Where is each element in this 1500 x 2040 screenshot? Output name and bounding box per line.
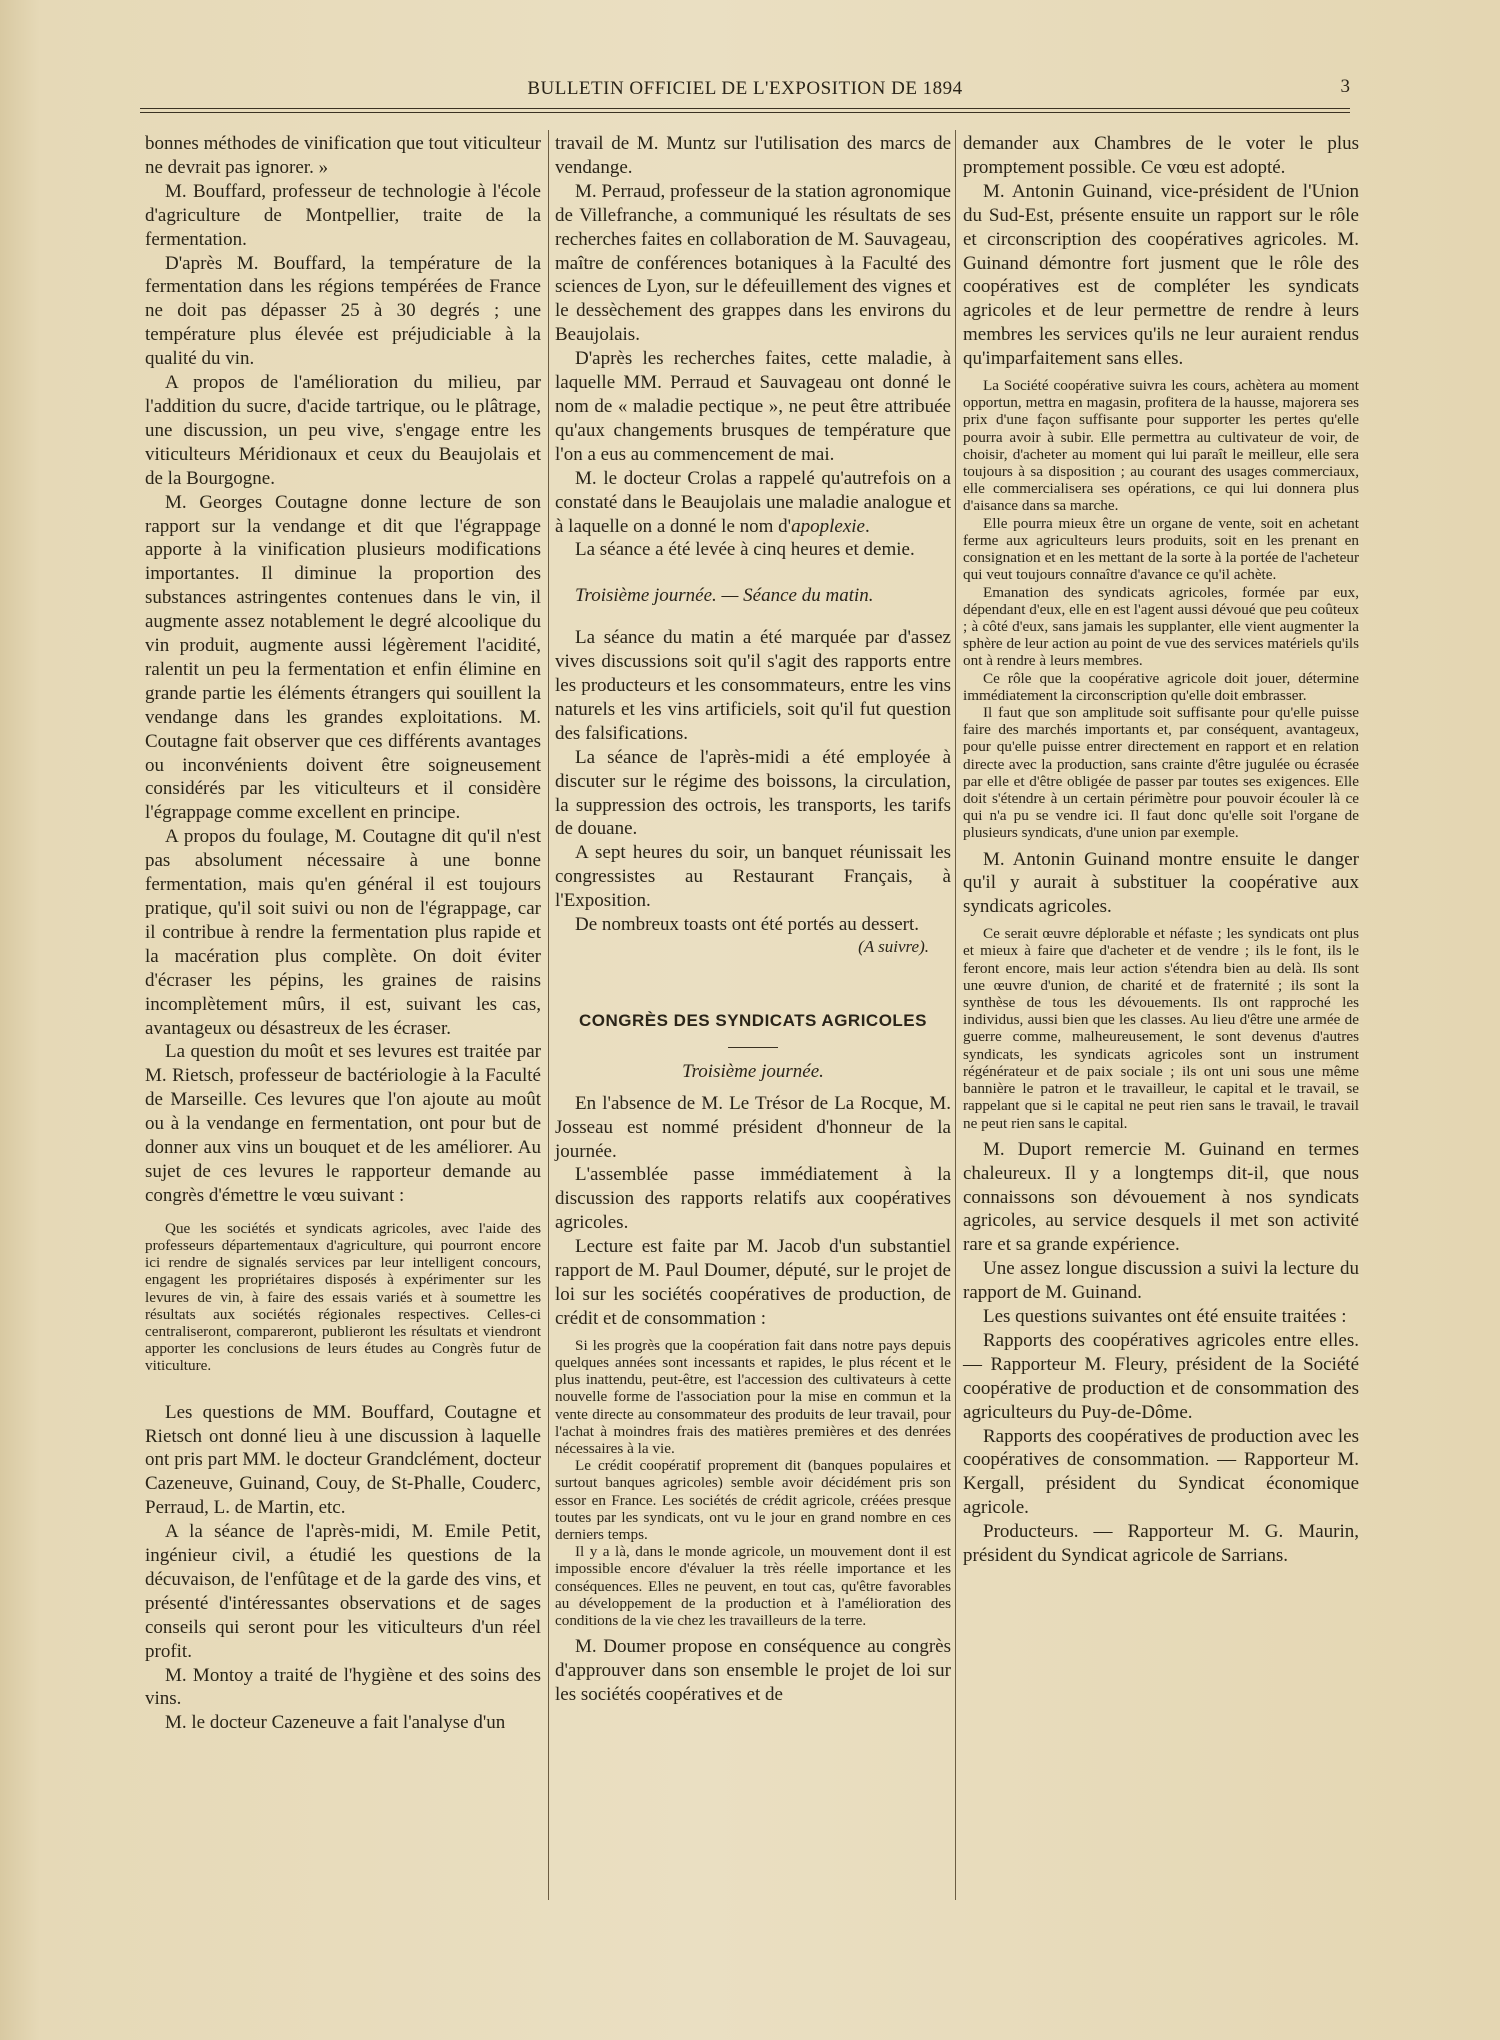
- publication-title: BULLETIN OFFICIEL DE L'EXPOSITION DE 1894: [527, 78, 963, 99]
- paragraph: M. Antonin Guinand, vice-président de l'Union du Sud-Est, présente ensuite un rapport sur le rôle et circonscription des coopératives agricoles. M. Guinand démontre fort jusment que le rôle des coopératives est de compléter les syndicats agricoles et de leur permettre de rendre à leurs membres les services qu'ils ne leur auraient rendus qu'imparfaitement sans elles.: [963, 180, 1359, 370]
- paragraph: A la séance de l'après-midi, M. Emile Petit, ingénieur civil, a étudié les questions de la décuvaison, de l'enfûtage et de la garde des vins, et présenté d'intéressantes observations et de sages conseils qui seront pour les viticulteurs d'un réel profit.: [145, 1521, 541, 1662]
- paragraph: M. le docteur Cazeneuve a fait l'analyse d'un: [165, 1712, 506, 1734]
- to-be-continued: (A suivre).: [858, 937, 929, 956]
- paragraph: L'assemblée passe immédiatement à la discussion des rapports relatifs aux coopératives agricoles.: [555, 1164, 951, 1234]
- quoted-report: Emanation des syndicats agricoles, formée par eux, dépendant d'eux, elle en est l'agent aussi dévoué que peu coûteux ; à côté d'eux, sans jamais les supplanter, elle vient augmenter la sphère de leur action au point de vue des services matériels qu'ils ont à rendre à leurs membres.: [963, 583, 1359, 670]
- paragraph-end: .: [864, 515, 870, 537]
- paragraph: D'après les recherches faites, cette maladie, à laquelle MM. Perraud et Sauvageau ont donné le nom de « maladie pectique », ne peut être attribuée qu'aux changements brusques de température que l'on a eus au commencement de mai.: [555, 348, 951, 465]
- paragraph: [555, 467, 951, 539]
- quoted-report: La Société coopérative suivra les cours, achètera au moment opportun, mettra en magasin, profitera de la hausse, majorera ses prix d'une façon suffisante pour supporter les pertes qu'elle pourra avoir à subir. Elle permettra au cultivateur de voir, de choisir, d'acheter au moment qui lui paraît le meilleur, elle sera toujours à sa disposition ; au courant des usages commerciaux, elle commercialisera ses opérations, ce qui lui donnera plus d'aisance dans sa marche.: [963, 377, 1359, 515]
- paragraph: M. Perraud, professeur de la station agronomique de Villefranche, a communiqué les résultats de ses recherches faites en collaboration de M. Sauvageau, maître de conférences botaniques à la Faculté des sciences de Lyon, sur le défeuillement des vignes et le dessèchement des grappes dans les environs du Beaujolais.: [555, 180, 951, 346]
- emphasis-term: apoplexie: [791, 515, 865, 537]
- paragraph: La séance du matin a été marquée par d'assez vives discussions soit qu'il s'agit des rapports entre les producteurs et les consommateurs, entre les vins naturels et les vins artificiels, soit qu'il fut question des falsifications.: [555, 627, 951, 744]
- paragraph: Rapports des coopératives agricoles entre elles. — Rapporteur M. Fleury, président de la Société coopérative de production et de consommation des agriculteurs du Puy-de-Dôme.: [963, 1329, 1359, 1423]
- paragraph: Les questions suivantes ont été ensuite traitées :: [983, 1306, 1347, 1328]
- paragraph: De nombreux toasts ont été portés au dessert.: [575, 914, 920, 936]
- column-divider-2: [955, 130, 956, 1900]
- section-subtitle: Troisième journée.: [682, 1060, 824, 1082]
- paragraph: A sept heures du soir, un banquet réunissait les congressistes au Restaurant Français, à l'Exposition.: [555, 842, 951, 912]
- paragraph-text: M. le docteur Crolas a rappelé qu'autrefois on a constaté dans le Beaujolais une maladie analogue et à laquelle on a donné le nom d': [555, 467, 951, 537]
- session-heading: Troisième journée. — Séance du matin.: [575, 585, 874, 607]
- title-rule: [728, 1047, 778, 1048]
- paragraph: La séance a été levée à cinq heures et demie.: [575, 539, 915, 561]
- quoted-resolution: Que les sociétés et syndicats agricoles, avec l'aide des professeurs départementaux d'agriculture, qui pourront encore ici rendre de signalés services par leur intelligent concours, engagent les propriétaires disposés à expérimenter sur les levures de vin, à faire des essais variés et à soumettre les résultats aux sociétés régionales respectives. Celles-ci centraliseront, compareront, publieront les résultats et viendront apporter les conclusions de leurs études au Congrès futur de viticulture.: [145, 1219, 541, 1375]
- quoted-report: Ce serait œuvre déplorable et néfaste ; les syndicats ont plus et mieux à faire que d'acheter et de vendre ; ils le font, ils le feront encore, mais leur action s'étendra bien au delà. Ils sont une œuvre d'union, de charité et de fraternité ; ils sont la synthèse de tous les dévouements. Ils ont rapproché les individus, aussi bien que les classes. Au lieu d'être une armée de guerre comme, malheureusement, le sont devenus d'autres syndicats, les syndicats agricoles sont un instrument régénérateur et de paix sociale ; ils ont uni sous une même bannière le patron et le travailleur, le capital et le travail, se rappelant que si le capital ne peut rien sans le travail, le travail ne peut rien sans le capital.: [963, 925, 1359, 1132]
- paragraph: La séance de l'après-midi a été employée à discuter sur le régime des boissons, la circulation, la suppression des octrois, les transports, les tarifs de douane.: [555, 746, 951, 840]
- paragraph: demander aux Chambres de le voter le plus promptement possible. Ce vœu est adopté.: [963, 133, 1359, 178]
- paragraph: La question du moût et ses levures est traitée par M. Rietsch, professeur de bactériologie à la Faculté de Marseille. Ces levures que l'on ajoute au moût ou à la vendange en fermentation, ont pour but de donner aux vins un bouquet et de les améliorer. Au sujet de ces levures le rapporteur demande au congrès d'émettre le vœu suivant :: [145, 1041, 541, 1206]
- quoted-report: Elle pourra mieux être un organe de vente, soit en achetant ferme aux agriculteurs leurs produits, soit en les prenant en consignation et en les mettant de la sorte à la portée de l'acheteur qui veut toujours connaître d'avance ce qu'il achète.: [963, 514, 1359, 584]
- paragraph: A propos du foulage, M. Coutagne dit qu'il n'est pas absolument nécessaire à une bonne fermentation, mais qu'en général il est toujours pratique, qu'il soit suivi ou non de l'égrappage, car il contribue à rendre la fermentation plus rapide et la macération plus complète. On doit éviter d'écraser les pépins, les graines de raisins incomplètement mûrs, il est, suivant les cas, avantageux ou désastreux de les écraser.: [145, 826, 541, 1039]
- paragraph: Rapports des coopératives de production avec les coopératives de consommation. — Rapporteur M. Kergall, président du Syndicat économique agricole.: [963, 1425, 1359, 1519]
- paragraph: Lecture est faite par M. Jacob d'un substantiel rapport de M. Paul Doumer, député, sur le projet de loi sur les sociétés coopératives de production, de crédit et de consommation :: [555, 1236, 951, 1329]
- column-divider-1: [548, 130, 549, 1900]
- paragraph: Les questions de MM. Bouffard, Coutagne et Rietsch ont donné lieu à une discussion à laquelle ont pris part MM. le docteur Grandclément, docteur Cazeneuve, Guinand, Couy, de St-Phalle, Couderc, Perraud, L. de Martin, etc.: [145, 1401, 541, 1519]
- quoted-report: Il faut que son amplitude soit suffisante pour qu'elle puisse faire des marchés importants et, par conséquent, avantageux, pour qu'elle puisse entrer directement en rapport et en relation directe avec la production, sans crainte d'être jugulée ou écrasée par elle et d'être obligée de passer par toutes ses exigences. Elle doit s'étendre à un certain périmètre pour pouvoir écouler là ce qui n'a pu se vendre ici. Il faut donc qu'elle soit l'organe de plusieurs syndicats, d'une union par exemple.: [963, 703, 1359, 842]
- header-rule-top: [140, 108, 1350, 109]
- paragraph: travail de M. Muntz sur l'utilisation des marcs de vendange.: [555, 133, 951, 178]
- paragraph: M. Doumer propose en conséquence au congrès d'approuver dans son ensemble le projet de loi sur les sociétés coopératives et de: [555, 1636, 951, 1706]
- quoted-report: Le crédit coopératif proprement dit (banques populaires et surtout banques agricoles) semble avoir décidément pris son essor en France. Les sociétés de crédit agricole, créées presque toutes par les syndicats, ont vu le jour en grand nombre en ces derniers temps.: [555, 1457, 951, 1544]
- page-number: 3: [1340, 76, 1350, 97]
- spacer: [145, 1387, 541, 1401]
- column-3: [963, 132, 1359, 1568]
- quoted-report: Si les progrès que la coopération fait dans notre pays depuis quelques années sont incessants et rapides, le plus récent et le plus inattendu, peut-être, est l'accession des cultivateurs à cette nouvelle forme de l'association pour la mise en commun et la vente directe au consommateur des produits de leur travail, pour l'achat à moindres frais des matières premières et des denrées nécessaires à la vie.: [555, 1336, 951, 1457]
- column-1: [145, 132, 541, 1735]
- paragraph: D'après M. Bouffard, la température de la fermentation dans les régions tempérées de France ne doit pas dépasser 25 à 30 degrés ; une température plus élevée est préjudiciable à la qualité du vin.: [145, 252, 541, 370]
- paragraph: A propos de l'amélioration du milieu, par l'addition du sucre, d'acide tartrique, ou le plâtrage, une discussion, un peu vive, s'engage entre les viticulteurs Méridionaux et ceux du Beaujolais et de la Bourgogne.: [145, 372, 541, 489]
- paragraph: M. Duport remercie M. Guinand en termes chaleureux. Il y a longtemps dit-il, que nous connaissons son dévouement à nos syndicats agricoles, au service desquels il met son activité rare et sa grande expérience.: [963, 1138, 1359, 1256]
- paragraph: M. Bouffard, professeur de technologie à l'école d'agriculture de Montpellier, traite de la fermentation.: [145, 180, 541, 250]
- column-2: [555, 132, 951, 1707]
- section-title: CONGRÈS DES SYNDICATS AGRICOLES: [579, 1010, 927, 1030]
- quoted-report: Il y a là, dans le monde agricole, un mouvement dont il est impossible encore d'évaluer la très réelle importance et les conséquences. Elles ne peuvent, en tout cas, qu'être favorables au développement de la production et à l'amélioration des conditions de la vie chez les travailleurs de la terre.: [555, 1543, 951, 1630]
- quoted-report: Ce rôle que la coopérative agricole doit jouer, détermine immédiatement la circonscription qu'elle doit embrasser.: [963, 669, 1359, 704]
- paragraph: Producteurs. — Rapporteur M. G. Maurin, président du Syndicat agricole de Sarrians.: [963, 1521, 1359, 1567]
- header-rule-bottom: [140, 112, 1350, 113]
- paragraph: En l'absence de M. Le Trésor de La Rocque, M. Josseau est nommé président d'honneur de la journée.: [555, 1092, 951, 1162]
- page-header: [140, 76, 1350, 104]
- paragraph: M. Georges Coutagne donne lecture de son rapport sur la vendange et dit que l'égrappage apporte à la vinification plusieurs modifications importantes. Il diminue la proportion des substances astringentes contenues dans le vin, il augmente assez notablement le degré alcoolique du vin produit, augmente aussi légèrement l'acidité, ralentit un peu la fermentation et enfin élimine en grande partie les éléments étrangers qui souillent la vendange dans les grandes exploitations. M. Coutagne fait observer que ces différents avantages ou inconvénients doivent être soigneusement considérés par les viticulteurs et il considère l'égrappage comme excellent en principe.: [145, 491, 541, 824]
- paragraph: bonnes méthodes de vinification que tout viticulteur ne devrait pas ignorer. »: [145, 133, 541, 178]
- paragraph: Une assez longue discussion a suivi la lecture du rapport de M. Guinand.: [963, 1258, 1359, 1304]
- paragraph: M. Antonin Guinand montre ensuite le danger qu'il y aurait à substituer la coopérative aux syndicats agricoles.: [963, 848, 1359, 918]
- paragraph: M. Montoy a traité de l'hygiène et des soins des vins.: [145, 1664, 541, 1710]
